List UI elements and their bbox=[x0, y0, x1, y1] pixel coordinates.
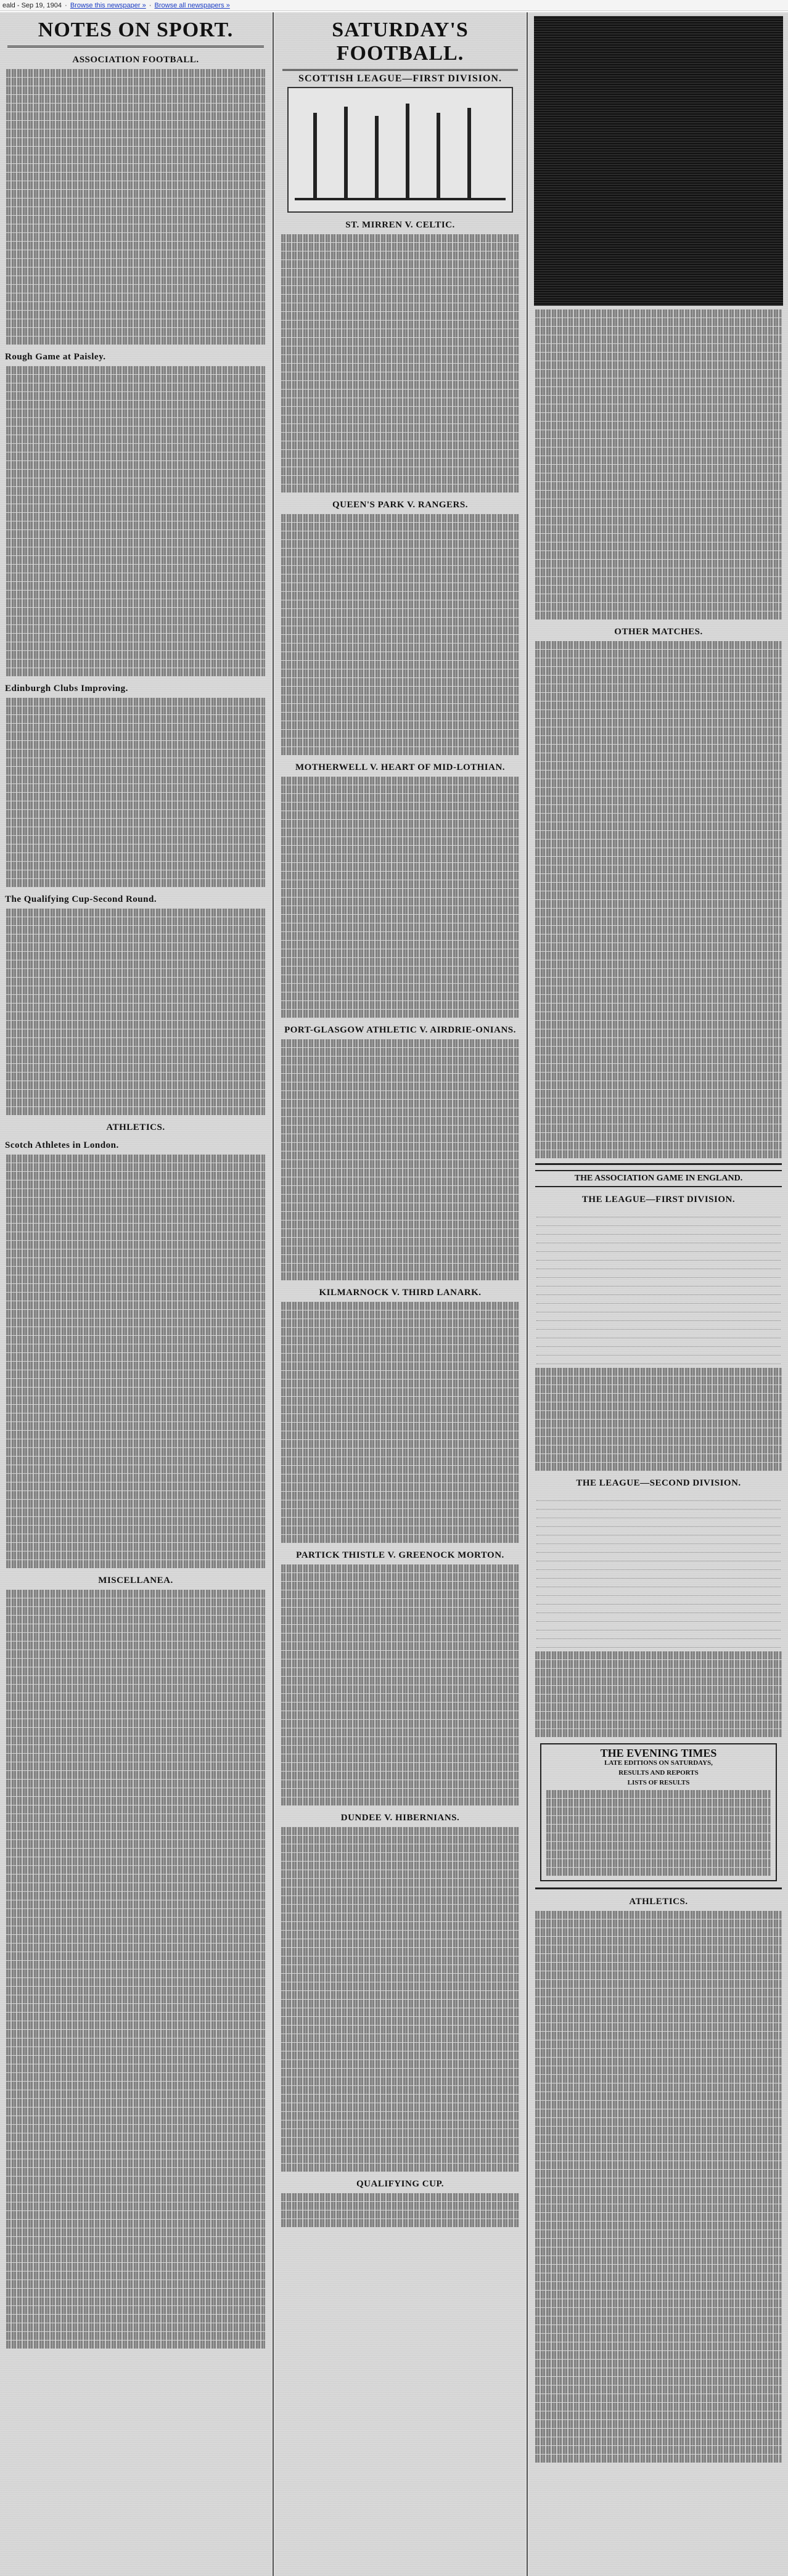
article-text-block bbox=[6, 1590, 265, 2349]
athletics-heading-col3: ATHLETICS. bbox=[629, 1897, 688, 1907]
column-saturdays-football bbox=[275, 12, 525, 2576]
column-divider bbox=[527, 12, 528, 2576]
motherwell-hearts-heading: MOTHERWELL V. HEART OF MID-LOTHIAN. bbox=[295, 763, 506, 772]
section-rule bbox=[535, 1887, 782, 1889]
league-table-second bbox=[536, 1492, 781, 1648]
article-text-block bbox=[281, 1827, 519, 2172]
article-text-block bbox=[535, 309, 782, 619]
article-text-block bbox=[281, 1564, 519, 1805]
browse-this-newspaper-link[interactable]: Browse this newspaper » bbox=[70, 2, 146, 9]
article-text-block bbox=[281, 1302, 519, 1543]
topbar-date: eald - Sep 19, 1904 bbox=[2, 2, 62, 9]
cartoon-illustration bbox=[287, 87, 513, 213]
advert-text-block bbox=[546, 1790, 771, 1876]
column-divider bbox=[273, 12, 274, 2576]
results-block-dark bbox=[534, 16, 783, 306]
advert-line-1: LATE EDITIONS ON SATURDAYS, bbox=[604, 1759, 713, 1767]
article-text-block bbox=[281, 1039, 519, 1280]
league-table-first bbox=[536, 1209, 781, 1364]
article-text-block bbox=[535, 1651, 782, 1737]
article-text-block bbox=[6, 366, 265, 676]
queens-park-rangers-heading: QUEEN'S PARK V. RANGERS. bbox=[332, 500, 468, 510]
browse-all-newspapers-link[interactable]: Browse all newspapers » bbox=[154, 2, 230, 9]
viewer-topbar bbox=[0, 0, 788, 11]
kilmarnock-third-lanark-heading: KILMARNOCK V. THIRD LANARK. bbox=[319, 1288, 482, 1298]
article-text-block bbox=[535, 1911, 782, 2463]
qualifying-cup-heading-col2: QUALIFYING CUP. bbox=[356, 2179, 444, 2189]
newspaper-page bbox=[0, 12, 788, 2576]
edinburgh-clubs-heading: Edinburgh Clubs Improving. bbox=[5, 684, 128, 693]
section-rule bbox=[535, 1163, 782, 1165]
article-text-block bbox=[281, 777, 519, 1018]
rough-game-heading: Rough Game at Paisley. bbox=[5, 352, 106, 362]
other-matches-heading: OTHER MATCHES. bbox=[614, 627, 703, 637]
port-glasgow-airdrie-heading: PORT-GLASGOW ATHLETIC V. AIRDRIE-ONIANS. bbox=[284, 1025, 516, 1035]
st-mirren-celtic-heading: ST. MIRREN V. CELTIC. bbox=[345, 220, 455, 230]
notes-on-sport-title: NOTES ON SPORT. bbox=[7, 18, 264, 47]
topbar-separator: · bbox=[65, 2, 67, 9]
league-first-division-heading: THE LEAGUE—FIRST DIVISION. bbox=[581, 1195, 736, 1204]
evening-times-advert bbox=[540, 1743, 777, 1881]
advert-line-2: RESULTS AND REPORTS bbox=[618, 1769, 699, 1777]
advert-title: THE EVENING TIMES bbox=[600, 1747, 717, 1759]
dundee-hibernians-heading: DUNDEE V. HIBERNIANS. bbox=[340, 1813, 460, 1823]
saturdays-football-title: SATURDAY'S FOOTBALL. bbox=[282, 18, 518, 71]
column-notes-on-sport bbox=[0, 12, 271, 2576]
column-results bbox=[529, 12, 788, 2576]
scotch-athletes-heading: Scotch Athletes in London. bbox=[5, 1140, 119, 1150]
article-text-block bbox=[6, 698, 265, 887]
association-football-heading: ASSOCIATION FOOTBALL. bbox=[72, 55, 199, 65]
miscellanea-heading: MISCELLANEA. bbox=[98, 1576, 173, 1585]
advert-line-3: LISTS OF RESULTS bbox=[627, 1779, 690, 1786]
league-second-division-heading: THE LEAGUE—SECOND DIVISION. bbox=[576, 1478, 741, 1488]
article-text-block bbox=[6, 69, 265, 345]
article-text-block bbox=[535, 641, 782, 1158]
article-text-block bbox=[535, 1368, 782, 1471]
association-game-england-heading: THE ASSOCIATION GAME IN ENGLAND. bbox=[535, 1170, 782, 1187]
article-text-block bbox=[281, 514, 519, 755]
qualifying-cup-heading: The Qualifying Cup-Second Round. bbox=[5, 894, 157, 904]
topbar-separator-2: · bbox=[149, 2, 152, 9]
athletics-heading: ATHLETICS. bbox=[106, 1122, 165, 1132]
article-text-block bbox=[6, 909, 265, 1115]
article-text-block bbox=[281, 234, 519, 493]
scottish-league-subhead: SCOTTISH LEAGUE—FIRST DIVISION. bbox=[298, 73, 502, 84]
partick-morton-heading: PARTICK THISTLE V. GREENOCK MORTON. bbox=[296, 1550, 504, 1560]
article-text-block bbox=[281, 2193, 519, 2227]
article-text-block bbox=[6, 1155, 265, 1568]
